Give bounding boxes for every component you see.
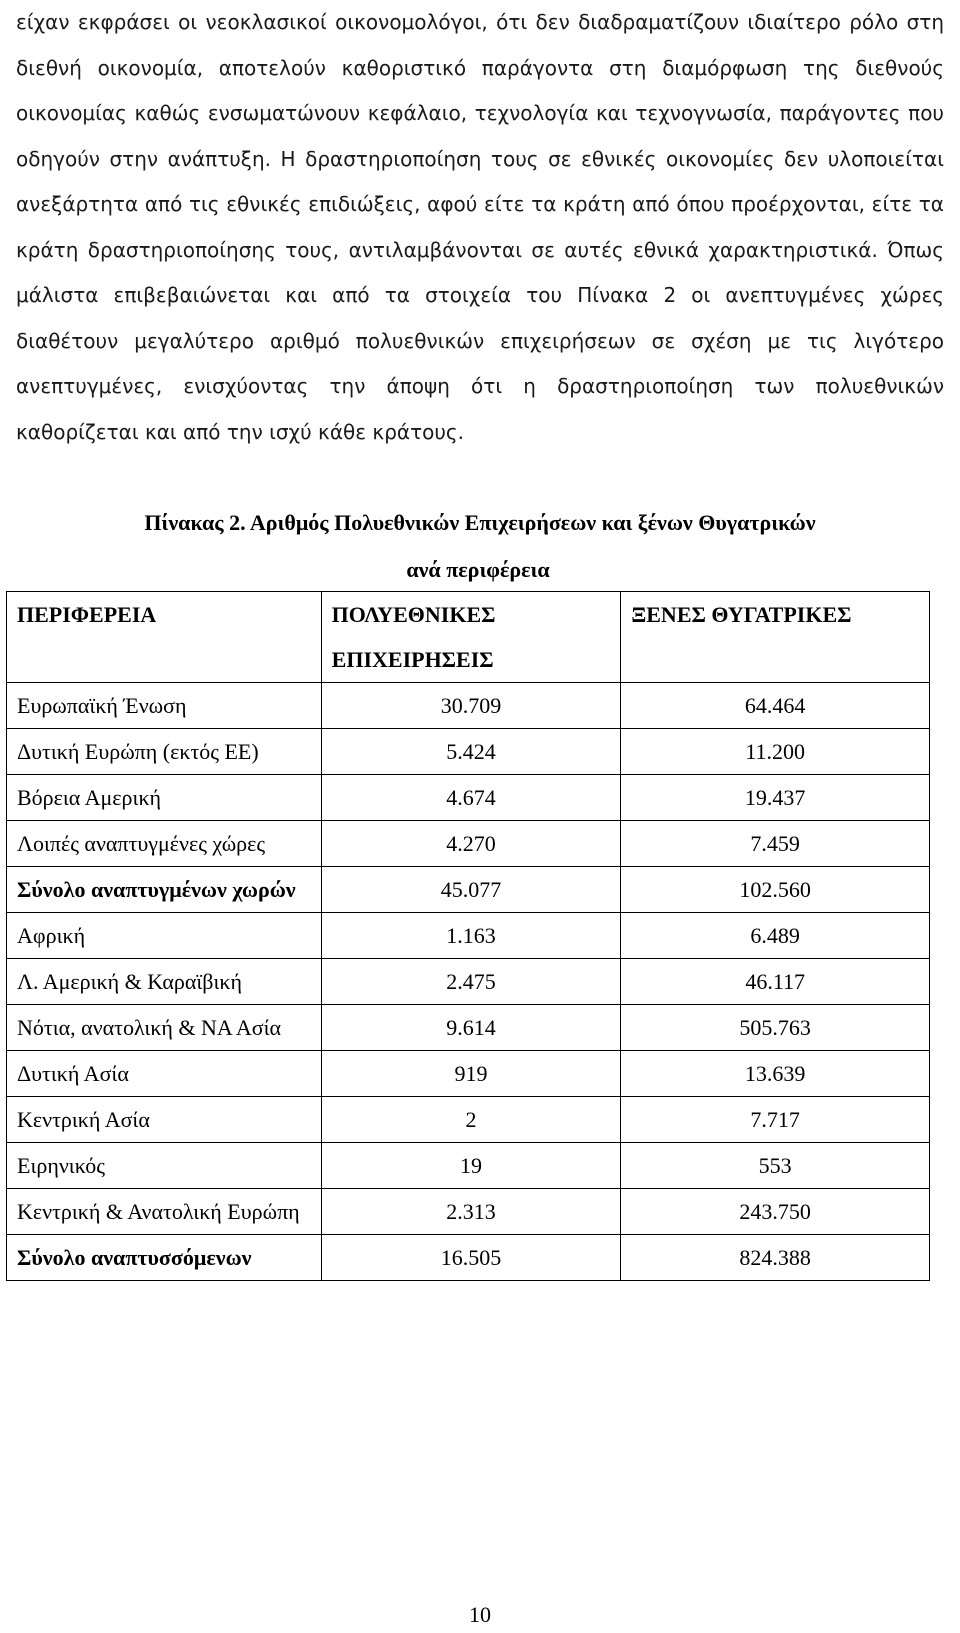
table-row [7, 959, 930, 1005]
header-row [7, 592, 930, 683]
subsidiaries-cell: 505.763 [621, 1005, 930, 1051]
subsidiaries-cell: 243.750 [621, 1189, 930, 1235]
region-cell: Αφρική [7, 913, 322, 959]
header-multinationals: ΠΟΛΥΕΘΝΙΚΕΣ ΕΠΙΧΕΙΡΗΣΕΙΣ [321, 592, 621, 683]
header-region: ΠΕΡΙΦΕΡΕΙΑ [7, 592, 322, 683]
table-caption-continued [0, 548, 960, 592]
multinationals-cell: 2.475 [321, 959, 621, 1005]
multinationals-cell: 1.163 [321, 913, 621, 959]
subsidiaries-cell: 11.200 [621, 729, 930, 775]
multinationals-cell: 2.313 [321, 1189, 621, 1235]
subsidiaries-cell: 102.560 [621, 867, 930, 913]
table-header [7, 592, 930, 683]
subsidiaries-cell: 7.717 [621, 1097, 930, 1143]
region-cell: Λοιπές αναπτυγμένες χώρες [7, 821, 322, 867]
subsidiaries-cell: 824.388 [621, 1235, 930, 1281]
region-cell: Κεντρική Ασία [7, 1097, 322, 1143]
multinationals-cell: 45.077 [321, 867, 621, 913]
table-caption: Πίνακας 2. Αριθμός Πολυεθνικών Επιχειρήσεων και ξένων Θυγατρικών [144, 510, 816, 535]
subsidiaries-cell: 7.459 [621, 821, 930, 867]
region-cell: Λ. Αμερική & Καραϊβική [7, 959, 322, 1005]
table-row [7, 1143, 930, 1189]
region-cell: Κεντρική & Ανατολική Ευρώπη [7, 1189, 322, 1235]
multinationals-cell: 4.674 [321, 775, 621, 821]
subsidiaries-cell: 64.464 [621, 683, 930, 729]
table-row [7, 775, 930, 821]
table-row [7, 1235, 930, 1281]
table-row [7, 1005, 930, 1051]
subsidiaries-cell: 13.639 [621, 1051, 930, 1097]
body-paragraph: είχαν εκφράσει οι νεοκλασικοί οικονομολόγοι, ότι δεν διαδραματίζουν ιδιαίτερο ρόλο στη διεθνή οικονομία, αποτελούν καθοριστικό παράγοντα στη διαμόρφωση της διεθνούς οικονομίας καθώς ενσωματώνουν κεφάλαιο, τεχνολογία και τεχνογνωσία, παράγοντες που οδηγούν στην ανάπτυξη. Η δραστηριοποίηση τους σε εθνικές οικονομίες δεν υλοποιείται ανεξάρτητα από τις εθνικές επιδιώξεις, αφού είτε τα κράτη από όπου προέρχονται, είτε τα κράτη δραστηριοποίησης τους, αντιλαμβάνονται σε αυτές εθνικά χαρακτηριστικά. Όπως μάλιστα επιβεβαιώνεται και από τα στοιχεία του Πίνακα 2 οι ανεπτυγμένες χώρες διαθέτουν μεγαλύτερο αριθμό πολυεθνικών επιχειρήσεων σε σχέση με τις λιγότερο ανεπτυγμένες, ενισχύοντας την άποψη ότι η δραστηριοποίηση των πολυεθνικών καθορίζεται και από την ισχύ κάθε κράτους. [16, 10, 944, 444]
table-caption-line2: ανά περιφέρεια [406, 557, 550, 582]
region-cell: Σύνολο αναπτυσσόμενων [7, 1235, 322, 1281]
subsidiaries-cell: 19.437 [621, 775, 930, 821]
table-row [7, 729, 930, 775]
multinationals-cell: 16.505 [321, 1235, 621, 1281]
region-cell: Βόρεια Αμερική [7, 775, 322, 821]
header-subsidiaries: ΞΕΝΕΣ ΘΥΓΑΤΡΙΚΕΣ [621, 592, 930, 683]
table-row [7, 867, 930, 913]
multinationals-cell: 2 [321, 1097, 621, 1143]
table-body [7, 683, 930, 1281]
multinationals-cell: 9.614 [321, 1005, 621, 1051]
table-row [7, 1051, 930, 1097]
table-row [7, 1189, 930, 1235]
region-cell: Σύνολο αναπτυγμένων χωρών [7, 867, 322, 913]
region-cell: Δυτική Ευρώπη (εκτός ΕΕ) [7, 729, 322, 775]
multinationals-cell: 5.424 [321, 729, 621, 775]
table-row [7, 821, 930, 867]
table-row [7, 683, 930, 729]
region-cell: Δυτική Ασία [7, 1051, 322, 1097]
page-number: 10 [469, 1602, 491, 1627]
multinationals-cell: 30.709 [321, 683, 621, 729]
multinationals-cell: 4.270 [321, 821, 621, 867]
subsidiaries-cell: 553 [621, 1143, 930, 1189]
region-cell: Νότια, ανατολική & ΝΑ Ασία [7, 1005, 322, 1051]
multinationals-cell: 19 [321, 1143, 621, 1189]
table-row [7, 913, 930, 959]
regions-table [6, 591, 930, 1281]
multinationals-cell: 919 [321, 1051, 621, 1097]
region-cell: Ειρηνικός [7, 1143, 322, 1189]
subsidiaries-cell: 6.489 [621, 913, 930, 959]
subsidiaries-cell: 46.117 [621, 959, 930, 1005]
table-row [7, 1097, 930, 1143]
region-cell: Ευρωπαϊκή Ένωση [7, 683, 322, 729]
